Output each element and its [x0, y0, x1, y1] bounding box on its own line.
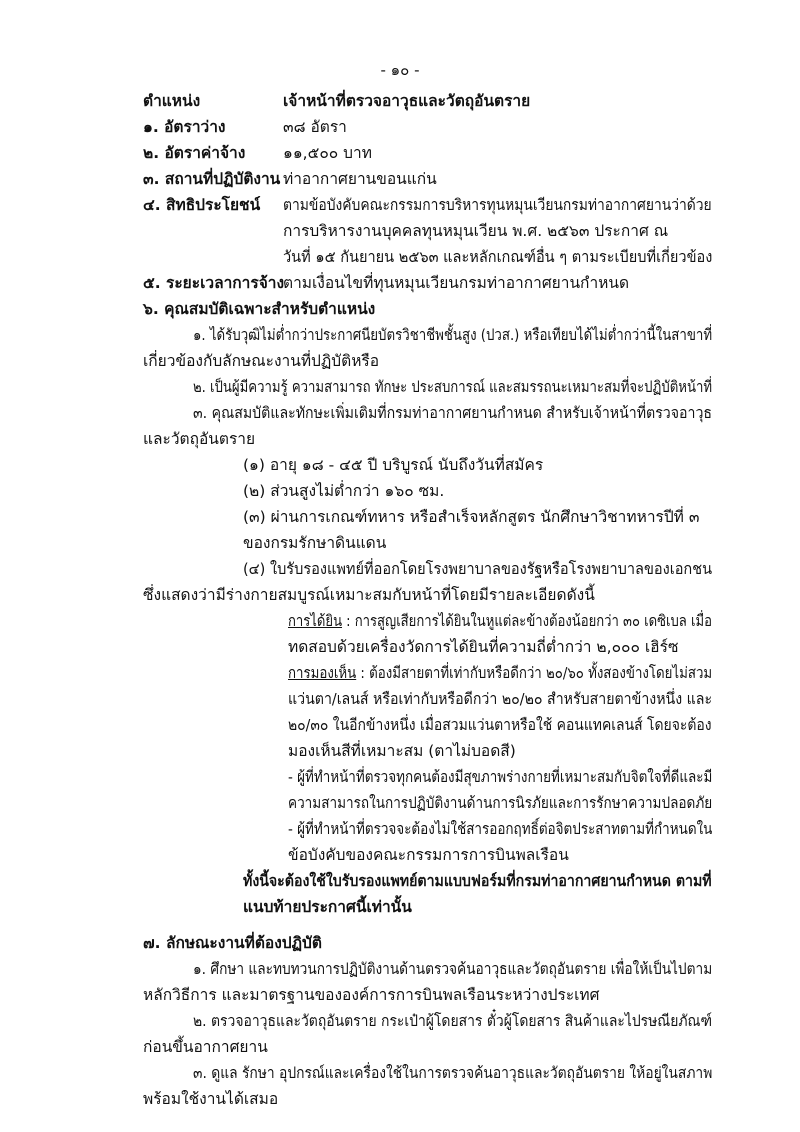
- benefits-label: ๔. สิทธิประโยชน์: [143, 196, 261, 214]
- health-bullet: - ผู้ที่ทำหน้าที่ตรวจทุกคนต้องมีสุขภาพร่างกายที่เหมาะสมกับจิตใจที่ดีและมี: [288, 768, 713, 786]
- vacancy-value: ๓๘ อัตรา: [283, 118, 347, 136]
- position-value: เจ้าหน้าที่ตรวจอาวุธและวัตถุอันตราย: [283, 92, 531, 110]
- hearing-text: : การสูญเสียการได้ยินในหูแต่ละข้างต้องน้อยกว่า ๓๐ เดซิเบล เมื่อ: [342, 612, 712, 630]
- workplace-value: ท่าอากาศยานขอนแก่น: [283, 170, 437, 188]
- vision-requirement: [288, 662, 712, 684]
- qualification-line: ๓. คุณสมบัติและทักษะเพิ่มเติมที่กรมท่าอากาศยานกำหนด สำหรับเจ้าหน้าที่ตรวจอาวุธ: [193, 404, 713, 422]
- benefits-line: วันที่ ๑๕ กันยายน ๒๕๖๓ และหลักเกณฑ์อื่น ๆ ตามระเบียบที่เกี่ยวข้อง: [283, 248, 713, 266]
- vision-text: มองเห็นสีที่เหมาะสม (ตาไม่บอดสี): [288, 742, 516, 760]
- sub-qualification: (๑) อายุ ๑๘ - ๔๕ ปี บริบูรณ์ นับถึงวันที่สมัคร: [243, 456, 544, 474]
- health-bullet: ข้อบังคับของคณะกรรมการการบินพลเรือน: [288, 846, 569, 864]
- duty-line: ๓. ดูแล รักษา อุปกรณ์และเครื่องใช้ในการตรวจค้นอาวุธและวัตถุอันตราย ให้อยู่ในสภาพ: [193, 1064, 713, 1082]
- qualification-line: ๑. ได้รับวุฒิไม่ต่ำกว่าประกาศนียบัตรวิชาชีพชั้นสูง (ปวส.) หรือเทียบได้ไม่ต่ำกว่านี้ในสาขาที่: [193, 326, 713, 344]
- benefits-line: การบริหารงานบุคคลทุนหมุนเวียน พ.ศ. ๒๕๖๓ ประกาศ ณ: [283, 222, 669, 240]
- qualification-line: เกี่ยวข้องกับลักษณะงานที่ปฏิบัติหรือ: [143, 352, 380, 370]
- duty-line: ๑. ศึกษา และทบทวนการปฏิบัติงานด้านตรวจค้นอาวุธและวัตถุอันตราย เพื่อให้เป็นไปตาม: [193, 960, 713, 978]
- duration-label: ๕. ระยะเวลาการจ้าง: [143, 274, 285, 292]
- vacancy-label: ๑. อัตราว่าง: [143, 118, 226, 136]
- hearing-text: ทดสอบด้วยเครื่องวัดการได้ยินที่ความถี่ต่ำกว่า ๒,๐๐๐ เฮิร์ซ: [288, 638, 679, 656]
- vision-label: การมองเห็น: [288, 664, 357, 682]
- vision-text: แว่นตา/เลนส์ หรือเท่ากับหรือดีกว่า ๒๐/๒๐ สำหรับสายตาข้างหนึ่ง และ: [288, 690, 713, 708]
- benefits-line: ตามข้อบังคับคณะกรรมการบริหารทุนหมุนเวียนกรมท่าอากาศยานว่าด้วย: [283, 196, 712, 214]
- duration-value: ตามเงื่อนไขที่ทุนหมุนเวียนกรมท่าอากาศยานกำหนด: [283, 274, 630, 292]
- section6-title: ๖. คุณสมบัติเฉพาะสำหรับตำแหน่ง: [143, 300, 376, 318]
- wage-value: ๑๑,๕๐๐ บาท: [283, 144, 372, 162]
- position-label: ตำแหน่ง: [143, 92, 201, 110]
- vision-text: ๒๐/๓๐ ในอีกข้างหนึ่ง เมื่อสวมแว่นตาหรือใช้ คอนแทคเลนส์ โดยจะต้อง: [288, 716, 712, 734]
- hearing-label: การได้ยิน: [288, 612, 343, 630]
- sub-qualification: (๒) ส่วนสูงไม่ต่ำกว่า ๑๖๐ ซม.: [243, 482, 445, 500]
- health-bullet: ความสามารถในการปฏิบัติงานด้านการนิรภัยและการรักษาความปลอดภัย: [288, 794, 713, 812]
- section7-title: ๗. ลักษณะงานที่ต้องปฏิบัติ: [143, 934, 322, 952]
- duty-line: ๒. ตรวจอาวุธและวัตถุอันตราย กระเป๋าผู้โดยสาร ตั๋วผู้โดยสาร สินค้าและไปรษณียภัณฑ์: [193, 1012, 713, 1030]
- duty-line: พร้อมใช้งานได้เสมอ: [143, 1090, 279, 1108]
- sub-qualification: ของกรมรักษาดินแดน: [243, 534, 387, 552]
- sub-qualification: ซึ่งแสดงว่ามีร่างกายสมบูรณ์เหมาะสมกับหน้าที่โดยมีรายละเอียดดังนี้: [143, 586, 595, 604]
- qualification-line: ๒. เป็นผู้มีความรู้ ความสามารถ ทักษะ ประสบการณ์ และสมรรถนะเหมาะสมที่จะปฏิบัติหน้าที่: [193, 378, 713, 396]
- vision-text: : ต้องมีสายตาที่เท่ากับหรือดีกว่า ๒๐/๖๐ ทั้งสองข้างโดยไม่สวม: [356, 664, 713, 682]
- sub-qualification: (๔) ใบรับรองแพทย์ที่ออกโดยโรงพยาบาลของรัฐหรือโรงพยาบาลของเอกชน: [243, 560, 713, 578]
- workplace-label: ๓. สถานที่ปฏิบัติงาน: [143, 170, 281, 188]
- sub-qualification: (๓) ผ่านการเกณฑ์ทหาร หรือสำเร็จหลักสูตร นักศึกษาวิชาทหารปีที่ ๓: [243, 508, 700, 526]
- qualification-line: และวัตถุอันตราย: [143, 430, 256, 448]
- wage-label: ๒. อัตราค่าจ้าง: [143, 144, 246, 162]
- page-number: - ๑๐ -: [380, 61, 420, 79]
- medical-certificate-note: แนบท้ายประกาศนี้เท่านั้น: [243, 898, 412, 916]
- health-bullet: - ผู้ที่ทำหน้าที่ตรวจจะต้องไม่ใช้สารออกฤทธิ์ต่อจิตประสาทตามที่กำหนดใน: [288, 820, 713, 838]
- duty-line: ก่อนขึ้นอากาศยาน: [143, 1038, 268, 1056]
- hearing-requirement: [288, 610, 712, 632]
- medical-certificate-note: ทั้งนี้จะต้องใช้ใบรับรองแพทย์ตามแบบฟอร์มที่กรมท่าอากาศยานกำหนด ตามที่: [243, 872, 712, 890]
- duty-line: หลักวิธีการ และมาตรฐานขององค์การการบินพลเรือนระหว่างประเทศ: [143, 986, 600, 1004]
